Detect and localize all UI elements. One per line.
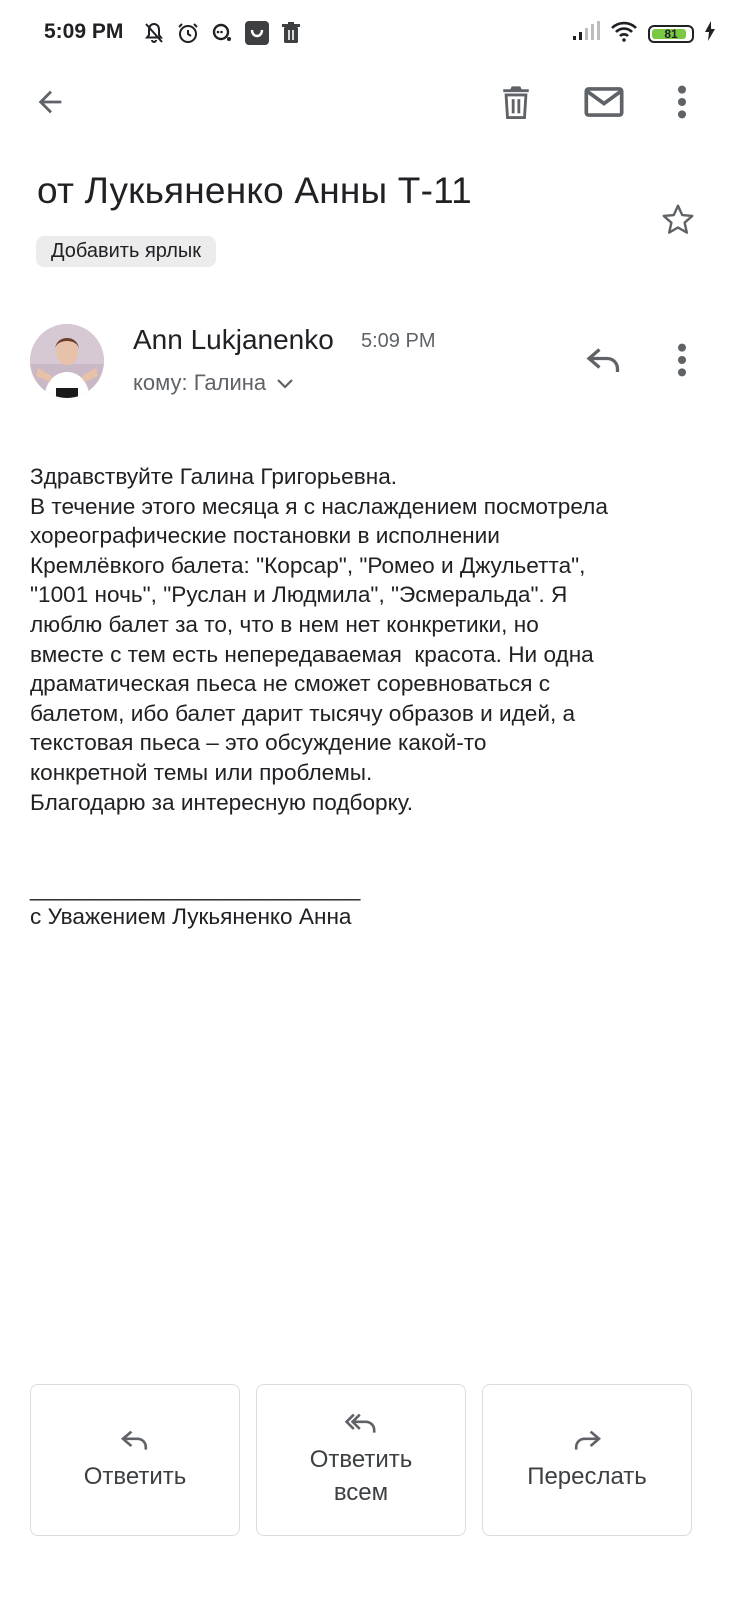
chat-icon [210, 21, 234, 50]
star-button[interactable] [654, 198, 702, 246]
battery-icon [648, 25, 694, 43]
body-line: Кремлёвкого балета: "Корсар", "Ромео и Джульетта", [30, 552, 586, 578]
body-line: вместе с тем есть непередаваемая красота. Ни одна [30, 641, 594, 667]
email-body [30, 462, 710, 817]
trash-icon [280, 21, 302, 50]
mark-unread-button[interactable] [580, 80, 628, 128]
reply-all-icon [344, 1411, 378, 1435]
add-label-chip[interactable]: Добавить ярлык [36, 236, 216, 267]
status-notification-icons [142, 20, 302, 51]
forward-button[interactable] [482, 1384, 692, 1536]
message-more-button[interactable] [658, 338, 706, 386]
reply-all-label-line2: всем [333, 1479, 389, 1506]
email-subject: от Лукьяненко Анны Т-11 [37, 170, 472, 211]
battery-level: 81 [664, 26, 678, 41]
delete-icon [499, 83, 533, 126]
status-time: 5:09 PM [44, 20, 124, 43]
status-system-icons [572, 20, 716, 47]
mark-unread-icon [584, 86, 624, 123]
body-line: конкретной темы или проблемы. [30, 759, 373, 785]
delete-button[interactable] [492, 80, 540, 128]
bell-off-icon [142, 21, 166, 50]
body-line: хореографические постановки в исполнении [30, 523, 500, 549]
forward-icon [572, 1428, 602, 1452]
star-icon [660, 202, 696, 243]
avatar[interactable] [30, 324, 104, 398]
sender-name: Ann Lukjanenko [133, 324, 334, 355]
reply-all-label-line1: Ответить [309, 1446, 413, 1473]
reply-icon [120, 1428, 150, 1452]
body-line: Благодарю за интересную подборку. [30, 789, 414, 815]
reply-button[interactable] [30, 1384, 240, 1536]
reply-icon [586, 345, 622, 380]
reply-label: Ответить [83, 1462, 187, 1490]
recipient-details-toggle[interactable] [133, 370, 294, 396]
body-line: "1001 ночь", "Руслан и Людмила", "Эсмеральда". Я [30, 582, 568, 608]
body-line: текстовая пьеса – это обсуждение какой-то [30, 730, 487, 756]
charging-icon [704, 21, 716, 46]
sent-time: 5:09 PM [361, 330, 436, 352]
body-line: драматическая пьеса не сможет соревноваться с [30, 671, 551, 697]
reply-icon-button[interactable] [580, 338, 628, 386]
alarm-icon [176, 21, 200, 50]
body-line: люблю балет за то, что в нем нет конкретики, но [30, 611, 539, 637]
back-arrow-icon [33, 85, 67, 124]
signature-separator: ___________________________ [30, 876, 361, 901]
shopping-bag-icon [244, 20, 270, 51]
reply-all-button[interactable] [256, 1384, 466, 1536]
forward-label: Переслать [527, 1462, 647, 1490]
more-options-button[interactable] [658, 80, 706, 128]
body-line: балетом, ибо балет дарит тысячу образов и идей, а [30, 700, 576, 726]
body-line: В течение этого месяца я с наслаждением посмотрела [30, 493, 608, 519]
more-vert-icon [677, 343, 687, 382]
chevron-down-icon [276, 370, 294, 396]
signal-icon [572, 21, 600, 46]
more-vert-icon [677, 85, 687, 124]
back-button[interactable] [26, 80, 74, 128]
signature: с Уважением Лукьяненко Анна [30, 904, 352, 929]
body-line: Здравствуйте Галина Григорьевна. [30, 464, 398, 489]
recipient-label: кому: Галина [133, 370, 267, 395]
wifi-icon [610, 20, 638, 47]
